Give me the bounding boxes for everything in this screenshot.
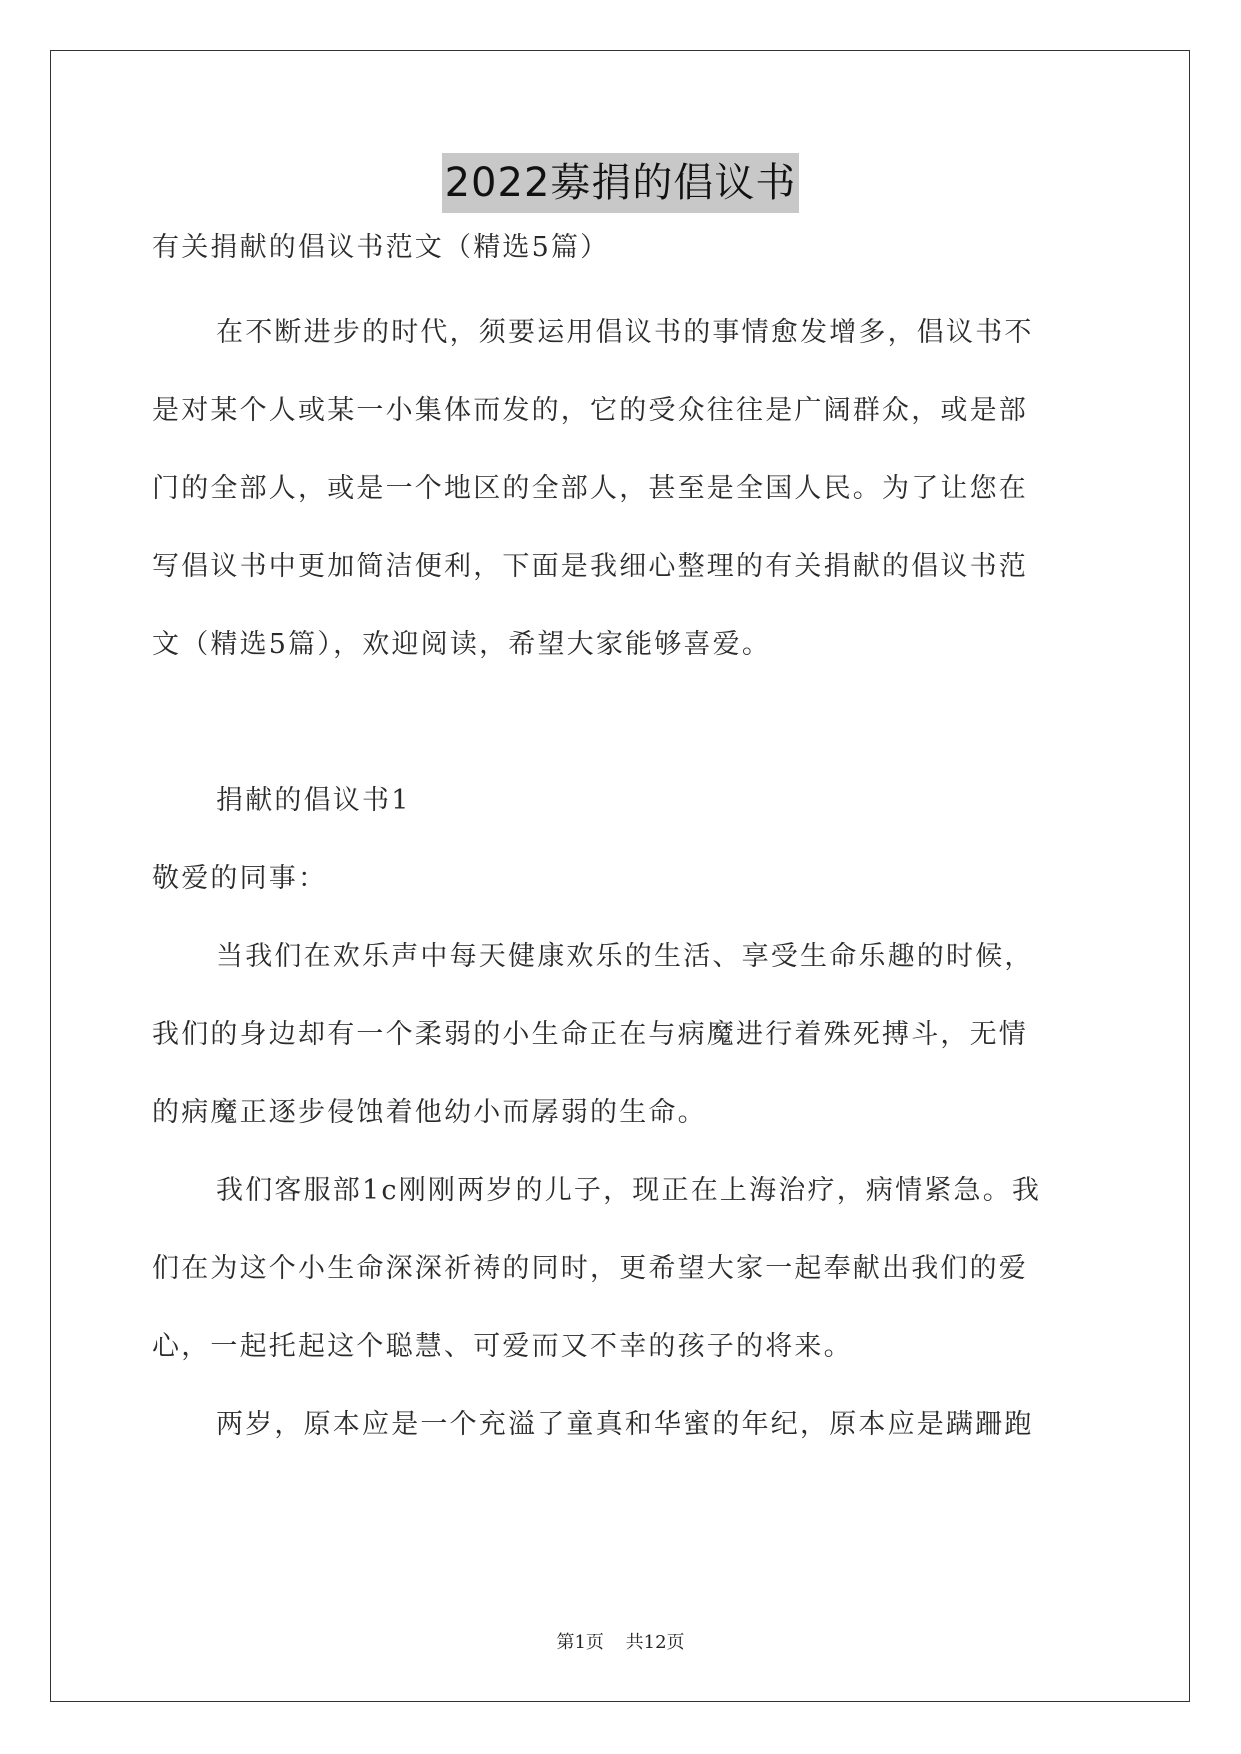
page-number: 第1页 bbox=[556, 1632, 604, 1653]
paragraph-line: 的病魔正逐步侵蚀着他幼小而孱弱的生命。 bbox=[152, 1097, 707, 1128]
page-total: 共12页 bbox=[625, 1632, 685, 1653]
document-title: 2022募捐的倡议书 bbox=[442, 153, 800, 213]
paragraph-line: 当我们在欢乐声中每天健康欢乐的生活、享受生命乐趣的时候， bbox=[216, 941, 1034, 972]
title-container bbox=[0, 153, 1241, 213]
document-body bbox=[152, 228, 1092, 1444]
paragraph-line: 两岁，原本应是一个充溢了童真和华蜜的年纪，原本应是蹒跚跑 bbox=[216, 1409, 1034, 1440]
paragraph-line: 我们客服部1c刚刚两岁的儿子，现正在上海治疗，病情紧急。我 bbox=[216, 1175, 1042, 1206]
paragraph-line: 写倡议书中更加简洁便利，下面是我细心整理的有关捐献的倡议书范 bbox=[152, 551, 1028, 582]
paragraph-line: 们在为这个小生命深深祈祷的同时，更希望大家一起奉献出我们的爱 bbox=[152, 1253, 1028, 1284]
section-heading: 捐献的倡议书1 bbox=[216, 785, 411, 816]
paragraph-line: 我们的身边却有一个柔弱的小生命正在与病魔进行着殊死搏斗，无情 bbox=[152, 1019, 1028, 1050]
subtitle: 有关捐献的倡议书范文（精选5篇） bbox=[152, 232, 610, 263]
paragraph-line: 门的全部人，或是一个地区的全部人，甚至是全国人民。为了让您在 bbox=[152, 473, 1028, 504]
paragraph-line: 文（精选5篇），欢迎阅读，希望大家能够喜爱。 bbox=[152, 629, 772, 660]
paragraph-line: 是对某个人或某一小集体而发的，它的受众往往是广阔群众，或是部 bbox=[152, 395, 1028, 426]
salutation: 敬爱的同事： bbox=[152, 863, 328, 894]
paragraph-line: 在不断进步的时代，须要运用倡议书的事情愈发增多，倡议书不 bbox=[216, 317, 1034, 348]
page-footer bbox=[0, 1628, 1241, 1654]
paragraph-line: 心，一起托起这个聪慧、可爱而又不幸的孩子的将来。 bbox=[152, 1331, 853, 1362]
